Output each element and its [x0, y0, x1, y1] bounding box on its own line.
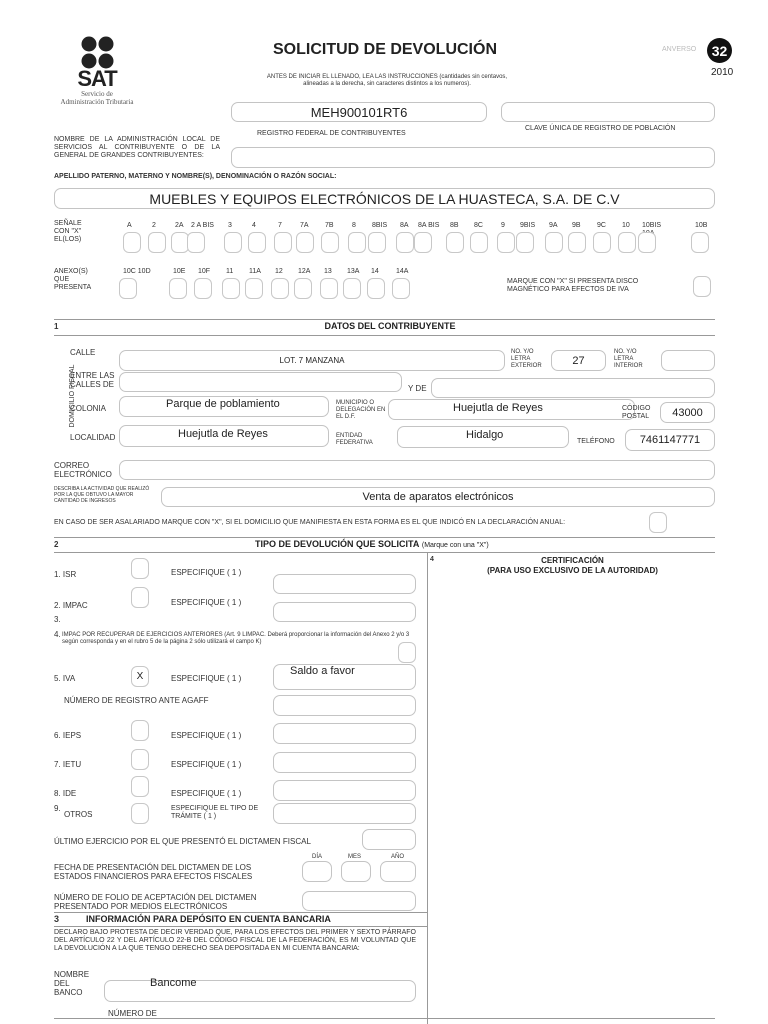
otros-number: 9. — [54, 804, 61, 813]
ieps-especifique-label: ESPECIFIQUE ( 1 ) — [171, 731, 242, 740]
section4-number: 4 — [430, 556, 434, 563]
fecha-dictamen-label: FECHA DE PRESENTACIÓN DEL DICTAMEN DE LOS ESTADOS FINANCIEROS PARA EFECTOS FISCALES — [54, 863, 253, 881]
form-number-badge — [707, 38, 732, 63]
section1-title-rule — [54, 335, 715, 336]
iva-mark: X — [136, 671, 144, 682]
ultimo-ejercicio-field[interactable] — [362, 829, 416, 850]
anio-field[interactable] — [380, 861, 416, 882]
name-label: APELLIDO PATERNO, MATERNO Y NOMBRE(S), DENOMINACIÓN O RAZÓN SOCIAL: — [54, 173, 337, 180]
senale-column-checkbox[interactable] — [348, 232, 366, 253]
otros-specify-field[interactable] — [273, 803, 416, 824]
iva-specify-field[interactable] — [273, 664, 416, 690]
localidad-value: Huejutla de Reyes — [178, 428, 268, 440]
impac-label: 2. IMPAC — [54, 601, 88, 610]
ide-especifique-label: ESPECIFIQUE ( 1 ) — [171, 789, 242, 798]
section3-top-rule — [54, 912, 427, 913]
dia-field[interactable] — [302, 861, 332, 882]
numero-label: NÚMERO DE — [108, 1009, 157, 1018]
senale-column-checkbox[interactable] — [368, 232, 386, 253]
calle-value: LOT. 7 MANZANA — [279, 356, 345, 365]
senale-column-label: 10 — [622, 222, 630, 229]
section3-number: 3 — [54, 914, 60, 924]
mes-field[interactable] — [341, 861, 371, 882]
y-de-field[interactable] — [431, 378, 715, 398]
senale-column-label: A — [127, 222, 132, 229]
senale-column-label: 3 — [228, 222, 232, 229]
senale-column-checkbox[interactable] — [516, 232, 534, 253]
municipio-field[interactable] — [388, 399, 635, 420]
otros-checkbox[interactable] — [131, 803, 149, 824]
impac-specify-field[interactable] — [273, 602, 416, 622]
senale-column-checkbox[interactable] — [568, 232, 586, 253]
dia-label: DÍA — [312, 854, 323, 860]
telefono-field[interactable] — [625, 429, 715, 451]
section2-title: TIPO DE DEVOLUCIÓN QUE SOLICITA — [255, 539, 420, 549]
correo-label: CORREO ELECTRÓNICO — [54, 461, 112, 479]
senale-column-checkbox[interactable] — [187, 232, 205, 253]
anexos-label: ANEXO(S) QUE PRESENTA — [54, 268, 92, 291]
senale-column-checkbox[interactable] — [618, 232, 636, 253]
isr-especifique-label: ESPECIFIQUE ( 1 ) — [171, 568, 242, 577]
anexo-column-checkbox[interactable] — [169, 278, 187, 299]
anexo-column-checkbox[interactable] — [194, 278, 212, 299]
actividad-value: Venta de aparatos electrónicos — [362, 491, 514, 503]
senale-column-checkbox[interactable] — [224, 232, 242, 253]
senale-column-label: 9 — [501, 222, 505, 229]
ide-label: 8. IDE — [54, 789, 77, 798]
senale-column-label: 2 A BIS — [191, 222, 214, 229]
section2-hint: (Marque con una "X") — [421, 542, 489, 549]
senale-column-checkbox[interactable] — [446, 232, 464, 253]
cp-label: CÓDIGO POSTAL — [622, 405, 651, 420]
ietu-checkbox[interactable] — [131, 749, 149, 770]
section1-top-rule — [54, 319, 715, 320]
name-value: MUEBLES Y EQUIPOS ELECTRÓNICOS DE LA HUASTECA, S.A. DE C.V — [149, 190, 620, 207]
localidad-label: LOCALIDAD — [70, 433, 116, 442]
form-number: 32 — [711, 42, 728, 59]
senale-column-checkbox[interactable] — [321, 232, 339, 253]
section2-title-rule — [54, 552, 715, 553]
entre-calles-label: ENTRE LAS CALLES DE — [70, 371, 115, 389]
municipio-value: Huejutla de Reyes — [453, 402, 543, 414]
disco-checkbox[interactable] — [693, 276, 711, 297]
folio-field[interactable] — [302, 891, 416, 911]
senale-column-label: 7 — [278, 222, 282, 229]
anverso-label: ANVERSO — [662, 46, 697, 53]
iva-checkbox[interactable] — [131, 666, 149, 687]
senale-label: SEÑALE CON "X" EL(LOS) — [54, 220, 82, 243]
row4-number: 4. — [54, 630, 61, 639]
ietu-especifique-label: ESPECIFIQUE ( 1 ) — [171, 760, 242, 769]
anexo-column-checkbox[interactable] — [271, 278, 289, 299]
actividad-field[interactable] — [161, 487, 715, 507]
cp-value: 43000 — [672, 406, 703, 419]
impac-anteriores-checkbox[interactable] — [398, 642, 416, 663]
anexo-column-label: 11 — [226, 268, 234, 275]
isr-specify-field[interactable] — [273, 574, 416, 594]
municipio-label: MUNICIPIO O DELEGACIÓN EN EL D.F. — [336, 400, 386, 420]
rfc-value: MEH900101RT6 — [310, 104, 408, 120]
telefono-label: TELÉFONO — [577, 438, 615, 445]
impac-anteriores-text: IMPAC POR RECUPERAR DE EJERCICIOS ANTERIORES (Art. 9 LIMPAC. Deberá proporcionar la información del Anexo 2 y/o 3 según corresponda y en el rubro 5 de la página 2 sólo utilizará el campo K) — [62, 632, 410, 645]
disco-label: MARQUE CON "X" SI PRESENTA DISCO MAGNÉTICO PARA EFECTOS DE IVA — [507, 278, 639, 293]
section2-header — [255, 539, 555, 549]
sat-logo-icon — [78, 36, 118, 70]
anexo-column-label: 10C 10D — [123, 268, 151, 275]
senale-column-label: 8A BIS — [418, 222, 440, 229]
localidad-field[interactable] — [119, 425, 329, 447]
section3-title: INFORMACIÓN PARA DEPÓSITO EN CUENTA BANCARIA — [86, 914, 331, 924]
domicilio-label: DOMICILIO FISCAL — [69, 364, 76, 428]
logo-text: SAT — [77, 66, 117, 91]
telefono-value: 7461147771 — [639, 434, 701, 446]
actividad-label: DESCRIBA LA ACTIVIDAD QUE REALIZÓ POR LA QUE OBTUVO LA MAYOR CANTIDAD DE INGRESOS — [54, 486, 150, 504]
no-exterior-value: 27 — [572, 354, 585, 367]
section1-title: DATOS DEL CONTRIBUYENTE — [324, 321, 456, 331]
iva-label: 5. IVA — [54, 674, 76, 683]
senale-column-checkbox[interactable] — [396, 232, 414, 253]
entidad-field[interactable] — [397, 426, 569, 448]
banco-label: NOMBRE DEL BANCO — [54, 970, 90, 997]
senale-column-checkbox[interactable] — [123, 232, 141, 253]
correo-field[interactable] — [119, 460, 715, 480]
ietu-specify-field[interactable] — [273, 752, 416, 773]
colonia-value: Parque de poblamiento — [166, 398, 280, 410]
senale-column-checkbox[interactable] — [497, 232, 515, 253]
entidad-label: ENTIDAD FEDERATIVA — [336, 433, 373, 446]
senale-column-label: 8B — [450, 222, 459, 229]
form-year: 2010 — [711, 67, 734, 78]
asalariado-checkbox[interactable] — [649, 512, 667, 533]
section1-number: 1 — [54, 322, 59, 331]
anexo-column-label: 11A — [249, 268, 261, 275]
no-exterior-label: NO. Y/O LETRA EXTERIOR — [511, 349, 542, 369]
ide-checkbox[interactable] — [131, 776, 149, 797]
senale-column-checkbox[interactable] — [274, 232, 292, 253]
senale-column-checkbox[interactable] — [691, 232, 709, 253]
section2-number: 2 — [54, 540, 59, 549]
curp-field[interactable] — [501, 102, 715, 122]
section3-title-rule — [54, 926, 427, 927]
no-interior-field[interactable] — [661, 350, 715, 371]
anexo-column-label: 12A — [298, 268, 311, 275]
admin-field[interactable] — [231, 147, 715, 168]
bottom-rule — [54, 1018, 715, 1019]
asalariado-label: EN CASO DE SER ASALARIADO MARQUE CON "X", SI EL DOMICILIO QUE MANIFIESTA EN ESTA FORMA ES EL QUE INDICÓ EN LA DECLARACIÓN ANUAL: — [54, 519, 566, 526]
no-interior-label: NO. Y/O LETRA INTERIOR — [614, 349, 643, 369]
anexo-column-checkbox[interactable] — [245, 278, 263, 299]
senale-column-label: 4 — [252, 222, 256, 229]
senale-column-label: 2 — [152, 222, 156, 229]
entre-calles-field[interactable] — [119, 372, 402, 392]
senale-column-label: 9B — [572, 222, 581, 229]
otros-label: OTROS — [64, 810, 93, 819]
senale-column-label: 10BIS — [642, 222, 662, 229]
agaff-label: NÚMERO DE REGISTRO ANTE AGAFF — [64, 696, 209, 705]
senale-column-label: 2A — [175, 222, 184, 229]
anexo-column-checkbox[interactable] — [119, 278, 137, 299]
anexo-column-label: 13 — [324, 268, 332, 275]
curp-label: CLAVE ÚNICA DE REGISTRO DE POBLACIÓN — [525, 125, 676, 132]
anexo-column-checkbox[interactable] — [367, 278, 385, 299]
senale-column-label: 8 — [352, 222, 356, 229]
senale-column-label: 7B — [325, 222, 334, 229]
senale-column-label: 9A — [549, 222, 558, 229]
declaro-text: DECLARO BAJO PROTESTA DE DECIR VERDAD QUE, PARA LOS EFECTOS DEL PRIMER Y SEXTO PÁRRAFO DEL ARTÍCULO 22 Y DEL ARTÍCULO 22-B DEL CÓDIGO FISCAL DE LA FEDERACIÓN, ES MI VOLUNTAD QUE LA DEVOLUCIÓN A LA QUE TENGO DERECHO SEA DEPOSITADA EN MI CUENTA BANCARIA: — [54, 929, 416, 952]
impac-checkbox[interactable] — [131, 587, 149, 608]
no-exterior-field[interactable] — [551, 350, 606, 371]
anexo-column-label: 10E — [173, 268, 186, 275]
admin-label: NOMBRE DE LA ADMINISTRACIÓN LOCAL DE SERVICIOS AL CONTRIBUYENTE O DE LA GENERAL DE GRANDES CONTRIBUYENTES: — [54, 136, 220, 159]
ide-specify-field[interactable] — [273, 780, 416, 801]
folio-label: NÚMERO DE FOLIO DE ACEPTACIÓN DEL DICTAMEN PRESENTADO POR MEDIOS ELECTRÓNICOS — [54, 893, 257, 911]
logo-subtitle-2: Administración Tributaria — [60, 98, 134, 106]
ultimo-ejercicio-label: ÚLTIMO EJERCICIO POR EL QUE PRESENTÓ EL DICTAMEN FISCAL — [54, 837, 311, 846]
ieps-label: 6. IEPS — [54, 731, 82, 740]
anexo-column-label: 12 — [275, 268, 283, 275]
entidad-value: Hidalgo — [466, 429, 504, 441]
senale-column-checkbox[interactable] — [638, 232, 656, 253]
anexo-column-label: 14A — [396, 268, 409, 275]
senale-column-checkbox[interactable] — [470, 232, 488, 253]
isr-label: 1. ISR — [54, 570, 77, 579]
senale-column-label: 8A — [400, 222, 409, 229]
calle-label: CALLE — [70, 348, 96, 357]
ieps-checkbox[interactable] — [131, 720, 149, 741]
senale-column-checkbox[interactable] — [414, 232, 432, 253]
impac-especifique-label: ESPECIFIQUE ( 1 ) — [171, 598, 242, 607]
anexo-column-label: 10F — [198, 268, 211, 275]
row3-label: 3. — [54, 615, 61, 624]
senale-column-label: 9C — [597, 222, 606, 229]
isr-checkbox[interactable] — [131, 558, 149, 579]
anexo-column-checkbox[interactable] — [392, 278, 410, 299]
senale-column-label: 8C — [474, 222, 483, 229]
calle-field[interactable] — [119, 350, 505, 371]
sat-logo — [52, 36, 142, 108]
banco-field[interactable] — [104, 977, 416, 1002]
senale-column-checkbox[interactable] — [248, 232, 266, 253]
ieps-specify-field[interactable] — [273, 723, 416, 744]
colonia-label: COLONIA — [70, 404, 107, 413]
section2-top-rule — [54, 537, 715, 538]
anio-label: AÑO — [391, 854, 405, 860]
anexo-column-label: 14 — [371, 268, 379, 275]
section-divider — [427, 552, 428, 1024]
logo-subtitle-1: Servicio de — [81, 90, 113, 98]
anexo-column-checkbox[interactable] — [222, 278, 240, 299]
senale-column-checkbox[interactable] — [148, 232, 166, 253]
anexo-column-checkbox[interactable] — [320, 278, 338, 299]
cp-field[interactable] — [660, 402, 715, 423]
senale-column-label: 7A — [300, 222, 309, 229]
instructions-text: ANTES DE INICIAR EL LLENADO, LEA LAS INSTRUCCIONES (cantidades sin centavos, alineadas a la derecha, sin caracteres distintos a los numeros). — [266, 74, 508, 87]
anexo-column-label: 13A — [347, 268, 360, 275]
senale-column-label: 9BIS — [520, 222, 536, 229]
mes-label: MES — [348, 854, 362, 860]
colonia-field[interactable] — [119, 396, 329, 417]
banco-value: Bancome — [150, 977, 197, 989]
tipo-tramite-label: ESPECIFIQUE EL TIPO DE TRÁMITE ( 1 ) — [171, 805, 259, 820]
senale-column-checkbox[interactable] — [593, 232, 611, 253]
y-de-label: Y DE — [408, 384, 427, 393]
anexo-column-checkbox[interactable] — [294, 278, 312, 299]
section4-subtitle: (PARA USO EXCLUSIVO DE LA AUTORIDAD) — [487, 566, 658, 575]
iva-especifique-label: ESPECIFIQUE ( 1 ) — [171, 674, 242, 683]
senale-column-checkbox[interactable] — [296, 232, 314, 253]
senale-column-checkbox[interactable] — [545, 232, 563, 253]
section4-title: CERTIFICACIÓN — [541, 556, 604, 565]
rfc-field[interactable] — [231, 102, 487, 122]
anexo-column-checkbox[interactable] — [343, 278, 361, 299]
senale-column-label: 8BIS — [372, 222, 388, 229]
name-field[interactable] — [54, 188, 715, 209]
rfc-label: REGISTRO FEDERAL DE CONTRIBUYENTES — [257, 130, 406, 137]
agaff-field[interactable] — [273, 695, 416, 716]
iva-specify-value: Saldo a favor — [290, 665, 355, 677]
page-title: SOLICITUD DE DEVOLUCIÓN — [272, 41, 497, 58]
senale-column-label: 10B — [695, 222, 708, 229]
ietu-label: 7. IETU — [54, 760, 82, 769]
